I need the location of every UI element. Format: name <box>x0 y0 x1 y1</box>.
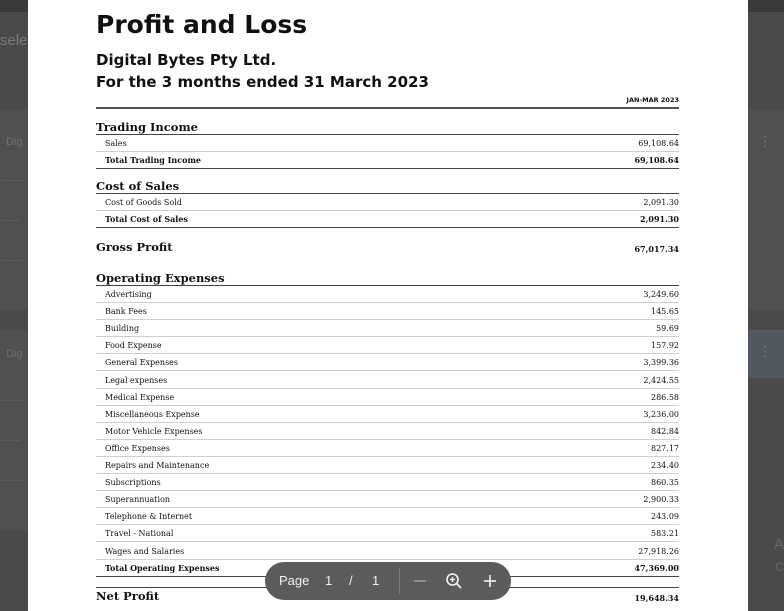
company-name: Digital Bytes Pty Ltd. <box>96 51 277 69</box>
section-trading-income <box>96 117 679 135</box>
table-row <box>96 134 679 152</box>
row-label: Motor Vehicle Expenses <box>105 426 203 436</box>
row-value: 2,091.30 <box>643 198 679 207</box>
table-row <box>96 439 679 457</box>
background-card-label: Dig <box>6 136 23 148</box>
table-row <box>96 388 679 406</box>
row-value: 47,369.00 <box>634 563 679 573</box>
background-card-left-1 <box>0 110 28 310</box>
row-value: 243.09 <box>651 512 679 522</box>
table-row <box>96 353 679 371</box>
table-row <box>96 542 679 560</box>
zoom-out-button[interactable] <box>407 568 433 594</box>
row-label: Bank Fees <box>105 307 147 317</box>
row-value: 234.40 <box>651 461 679 470</box>
row-value: 2,424.55 <box>643 375 679 385</box>
total-row <box>96 210 679 228</box>
row-label: Advertising <box>105 290 152 299</box>
row-label: Food Expense <box>105 341 162 351</box>
row-value: 286.58 <box>651 392 679 402</box>
row-value: 59.69 <box>656 324 679 334</box>
plus-icon <box>483 574 497 588</box>
row-label: Total Trading Income <box>105 155 201 165</box>
column-header: JAN-MAR 2023 <box>626 96 679 104</box>
row-label: Legal expenses <box>105 375 168 385</box>
section-heading: Cost of Sales <box>96 179 180 193</box>
page-controls <box>265 562 511 600</box>
table-row <box>96 405 679 423</box>
table-row <box>96 302 679 320</box>
row-label: Telephone & Internet <box>105 512 193 522</box>
section-operating-expenses <box>96 268 679 286</box>
row-label: Gross Profit <box>96 240 173 254</box>
row-value: 67,017.34 <box>634 244 679 254</box>
row-label: Sales <box>105 139 127 148</box>
header-rule <box>96 107 679 109</box>
report-period: For the 3 months ended 31 March 2023 <box>96 73 429 91</box>
background-card-right-2 <box>748 330 784 378</box>
page-separator: / <box>349 573 353 588</box>
row-value: 145.65 <box>651 307 679 317</box>
table-row <box>96 422 679 440</box>
divider <box>399 568 400 594</box>
row-value: 157.92 <box>651 341 679 351</box>
zoom-in-button[interactable] <box>477 568 503 594</box>
row-value: 2,091.30 <box>640 214 679 224</box>
row-value: 69,108.64 <box>634 155 679 165</box>
table-row <box>96 336 679 354</box>
background-card-label: Dig <box>6 348 23 360</box>
row-label: Wages and Salaries <box>105 546 185 556</box>
row-label: Total Operating Expenses <box>105 563 220 573</box>
section-heading: Operating Expenses <box>96 271 225 285</box>
row-value: 827.17 <box>651 443 679 453</box>
background-partial-text: sele <box>0 32 28 49</box>
row-value: 3,249.60 <box>643 290 679 299</box>
background-card-left-2 <box>0 330 28 530</box>
row-label: Cost of Goods Sold <box>105 198 182 207</box>
row-value: 2,900.33 <box>643 495 679 505</box>
row-value: 583.21 <box>651 529 679 539</box>
row-value: 842.84 <box>651 426 679 436</box>
row-label: Building <box>105 324 140 334</box>
row-label: Travel - National <box>105 529 174 539</box>
row-value: 27,918.26 <box>638 546 679 556</box>
row-label: Total Cost of Sales <box>105 214 188 224</box>
table-row <box>96 371 679 389</box>
row-label: General Expenses <box>105 358 179 368</box>
row-value: 3,236.00 <box>643 409 679 419</box>
row-label: Medical Expense <box>105 392 175 402</box>
table-row <box>96 507 679 525</box>
row-label: Miscellaneous Expense <box>105 409 200 419</box>
row-label: Subscriptions <box>105 478 161 488</box>
total-pages: 1 <box>372 573 380 588</box>
row-label: Net Profit <box>96 589 160 603</box>
row-value: 860.35 <box>651 478 679 488</box>
kebab-menu-icon: ⋮ <box>758 344 772 360</box>
magnifier-plus-icon <box>445 572 463 590</box>
section-heading: Trading Income <box>96 120 198 134</box>
table-row <box>96 193 679 211</box>
section-cost-of-sales <box>96 176 679 194</box>
table-row <box>96 285 679 303</box>
table-row <box>96 473 679 491</box>
table-row <box>96 490 679 508</box>
row-label: Repairs and Maintenance <box>105 461 210 470</box>
page-label: Page <box>279 573 310 588</box>
kebab-menu-icon: ⋮ <box>758 134 772 150</box>
minus-icon <box>413 574 427 588</box>
background-card-right-1 <box>748 110 784 310</box>
zoom-button[interactable] <box>441 568 467 594</box>
table-row <box>96 319 679 337</box>
document-page <box>28 0 748 611</box>
row-label: Office Expenses <box>105 443 170 453</box>
row-value: 69,108.64 <box>638 139 679 148</box>
row-label: Superannuation <box>105 495 171 505</box>
table-row <box>96 524 679 542</box>
table-row <box>96 456 679 474</box>
row-value: 3,399.36 <box>643 358 679 368</box>
total-row <box>96 151 679 169</box>
report-title: Profit and Loss <box>96 10 308 39</box>
background-partial-char: C <box>775 560 784 574</box>
background-partial-char: A <box>773 536 784 553</box>
gross-profit-row <box>96 239 679 256</box>
current-page-input[interactable]: 1 <box>325 573 333 588</box>
row-value: 19,648.34 <box>634 593 679 603</box>
